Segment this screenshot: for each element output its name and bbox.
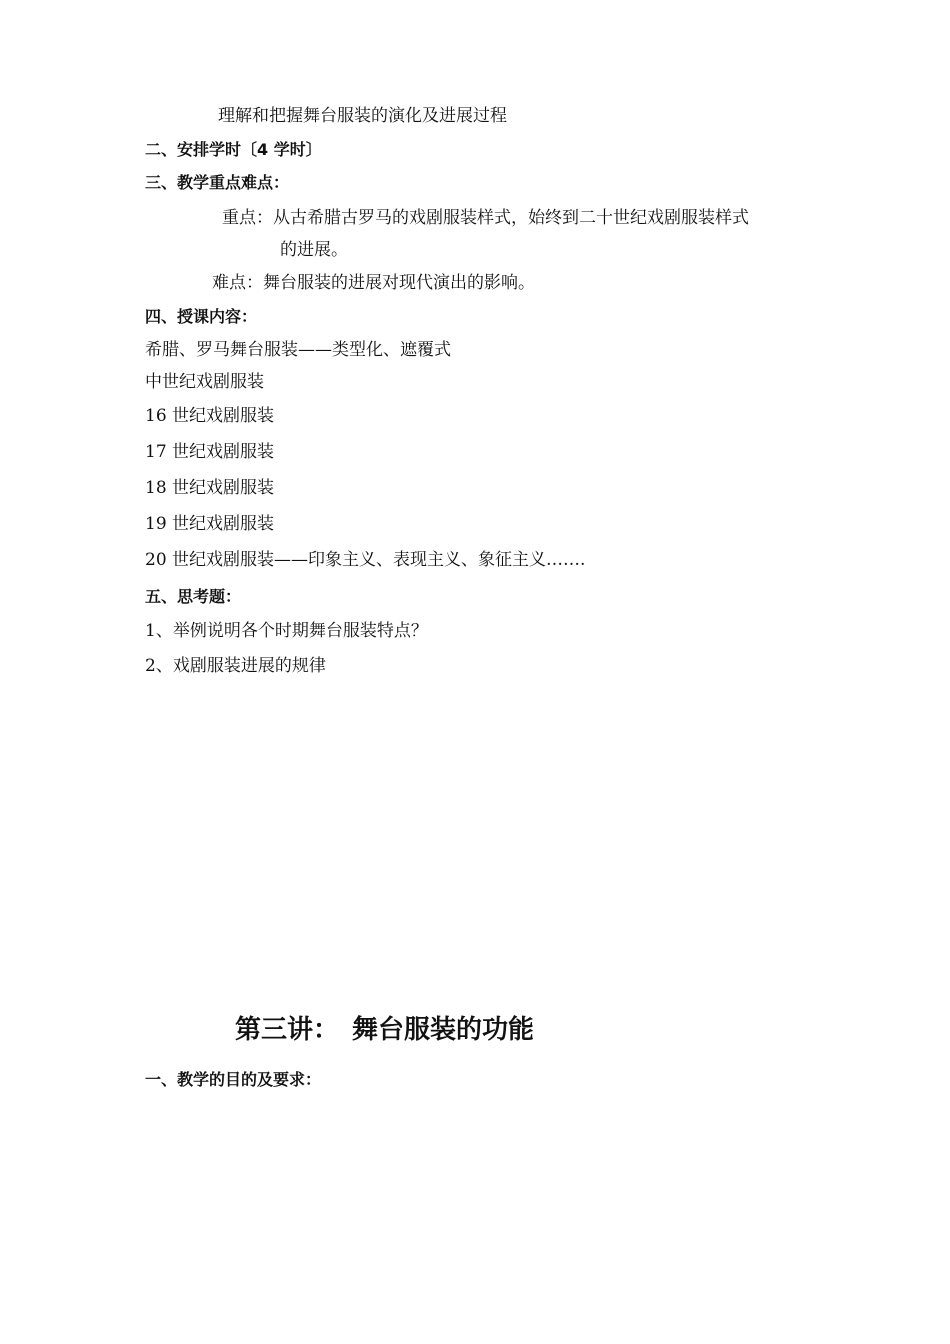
key-point-line-1: 重点：从古希腊古罗马的戏剧服装样式，始终到二十世纪戏剧服装样式 bbox=[222, 208, 749, 228]
content-item: 希腊、罗马舞台服装——类型化、遮覆式 bbox=[145, 340, 451, 360]
lecture-title: 第三讲： 舞台服装的功能 bbox=[235, 1015, 535, 1045]
objective-line: 理解和把握舞台服装的演化及进展过程 bbox=[218, 106, 507, 126]
key-point-line-2: 的进展。 bbox=[280, 240, 348, 260]
section-heading-content: 四、授课内容： bbox=[145, 307, 258, 326]
content-item: 18 世纪戏剧服装 bbox=[145, 478, 275, 498]
content-item: 中世纪戏剧服装 bbox=[145, 372, 264, 392]
content-item: 20 世纪戏剧服装——印象主义、表现主义、象征主义……. bbox=[145, 550, 586, 570]
section-heading-key-points: 三、教学重点难点： bbox=[145, 173, 290, 192]
section-heading-objectives: 一、教学的目的及要求： bbox=[145, 1070, 322, 1089]
content-item: 16 世纪戏剧服装 bbox=[145, 406, 275, 426]
content-item: 19 世纪戏剧服装 bbox=[145, 514, 275, 534]
section-heading-hours: 二、安排学时〔4 学时〕 bbox=[145, 140, 322, 159]
content-item: 17 世纪戏剧服装 bbox=[145, 442, 275, 462]
question-item: 2、戏剧服装进展的规律 bbox=[145, 656, 326, 676]
section-heading-questions: 五、思考题： bbox=[145, 587, 242, 606]
difficulty-line: 难点：舞台服装的进展对现代演出的影响。 bbox=[212, 273, 535, 293]
question-item: 1、举例说明各个时期舞台服装特点？ bbox=[145, 621, 428, 641]
